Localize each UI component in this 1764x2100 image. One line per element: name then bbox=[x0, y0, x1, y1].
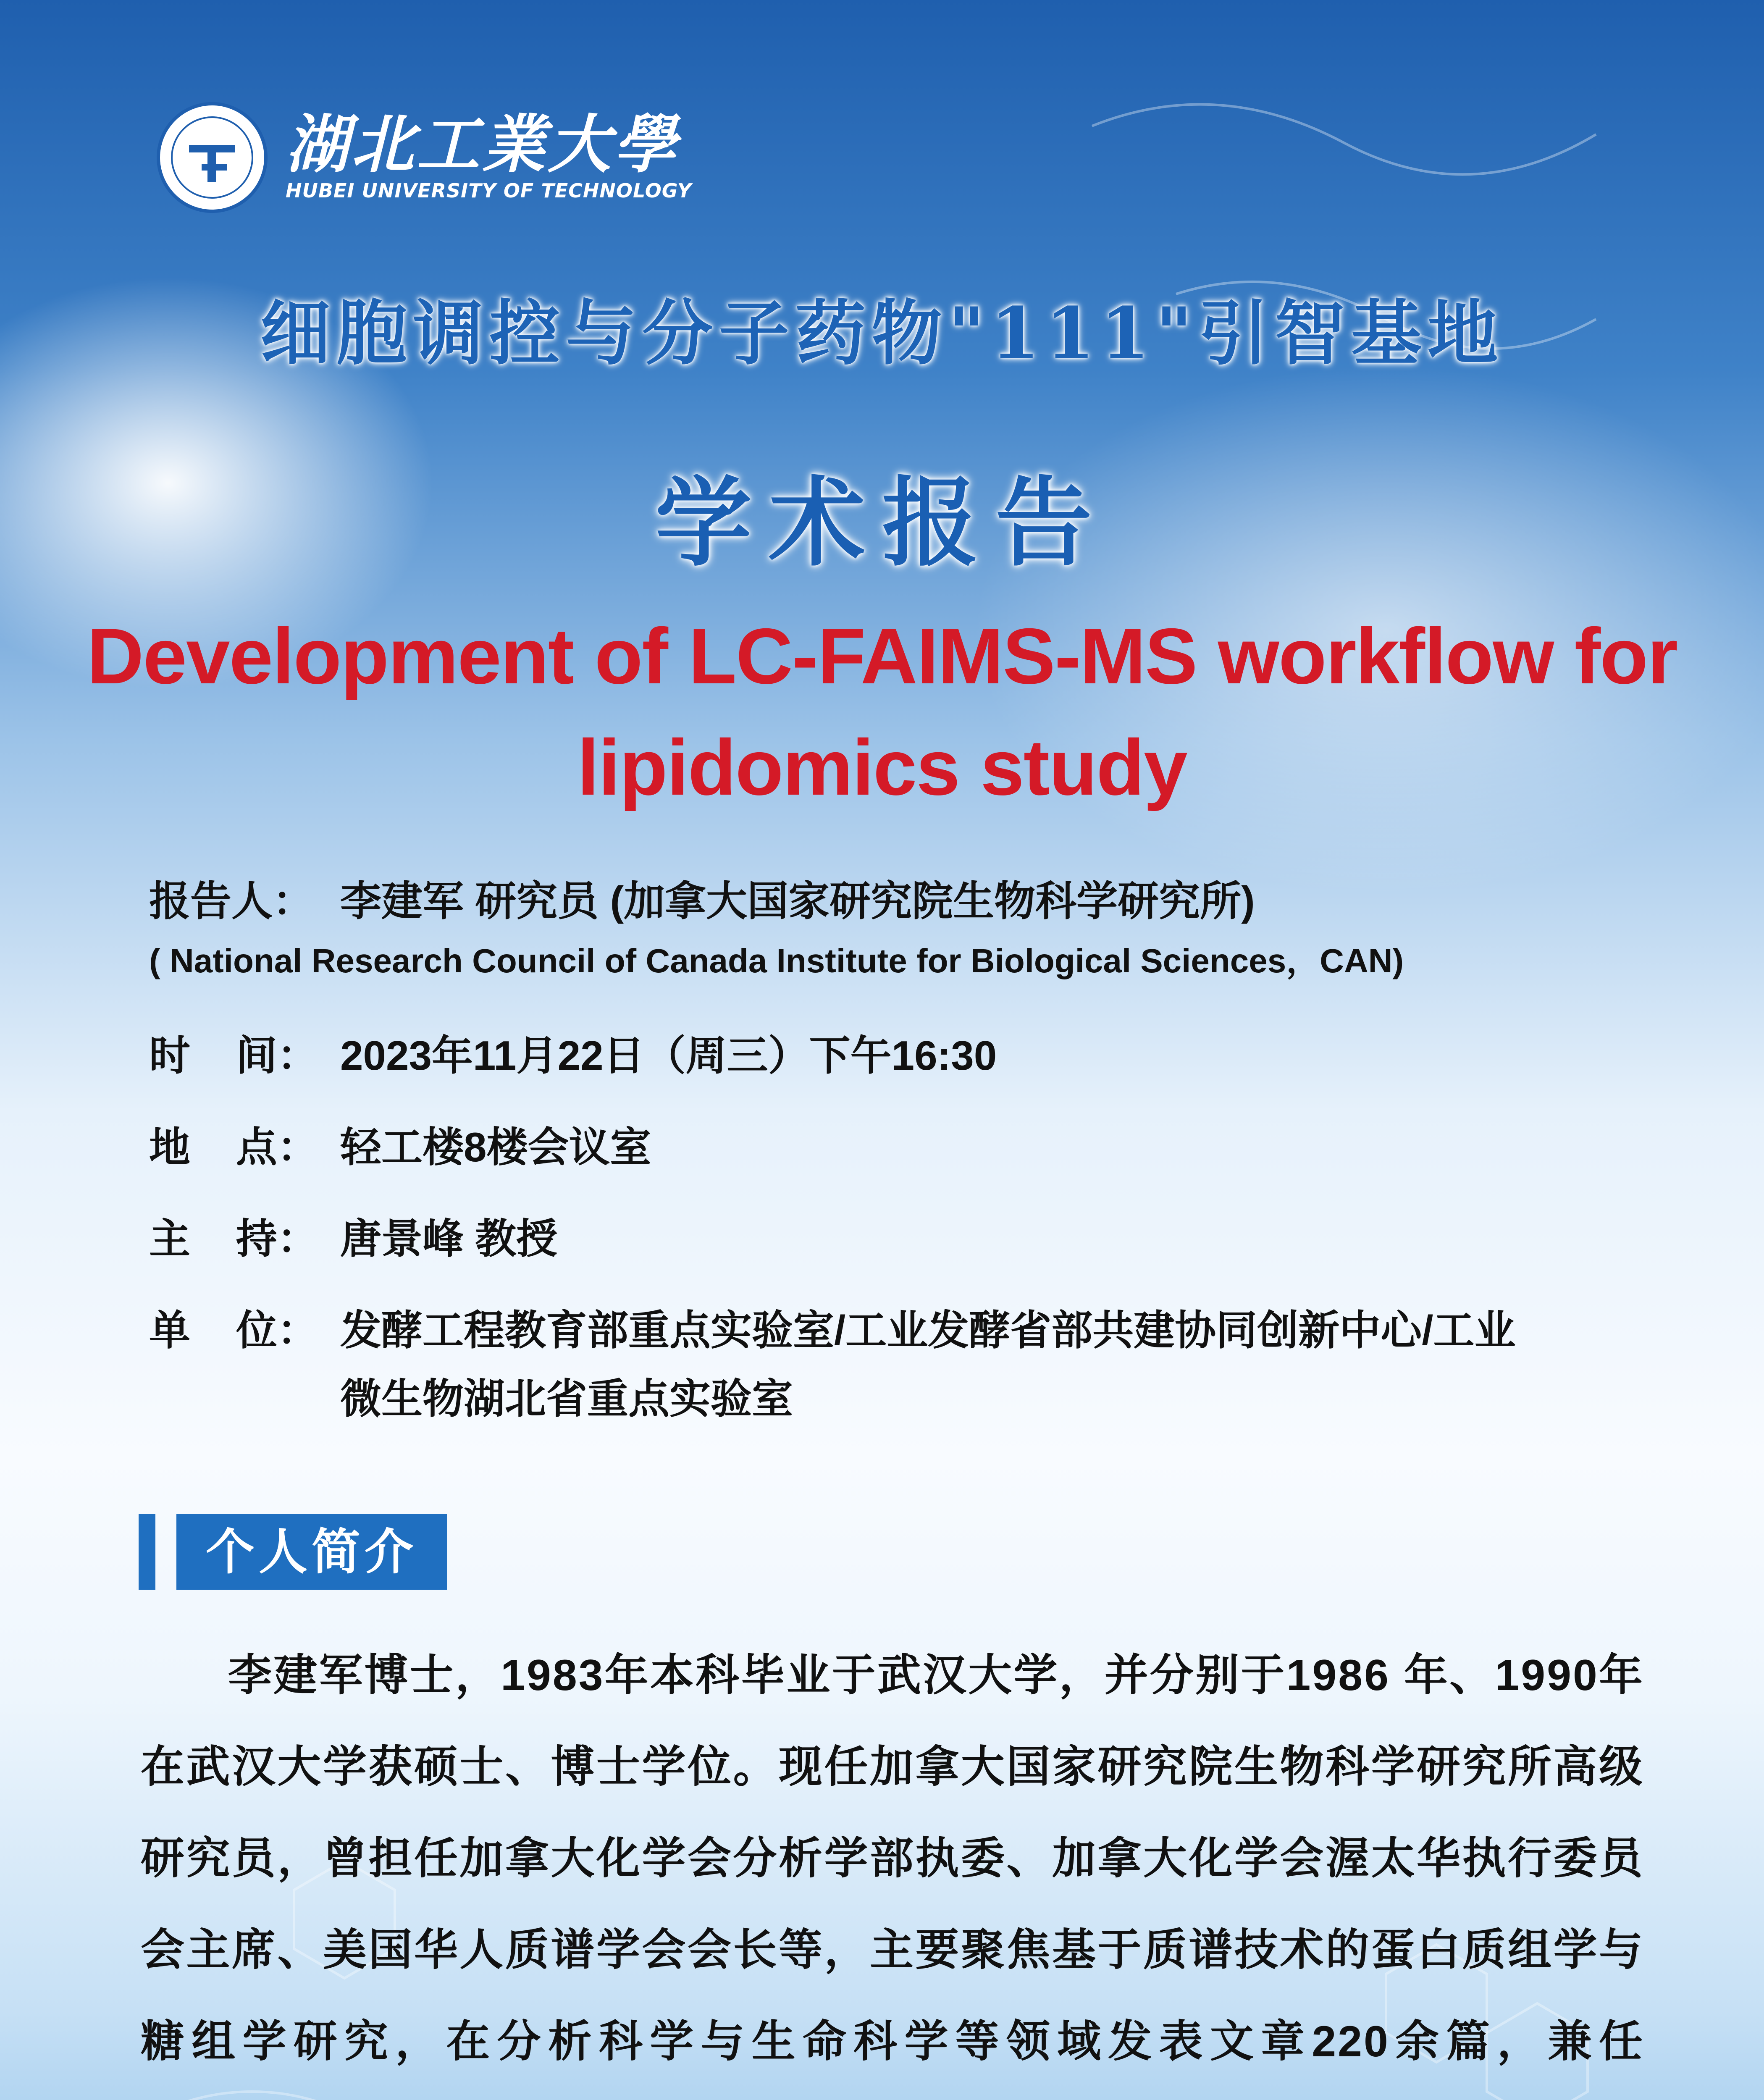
base-name: 细胞调控与分子药物"111"引智基地 bbox=[260, 291, 1504, 375]
place-value: 轻工楼8楼会议室 bbox=[340, 1124, 651, 1170]
speaker-label: 报告人： bbox=[149, 878, 314, 924]
time-row bbox=[149, 1032, 1515, 1079]
report-heading: 学术报告 bbox=[655, 467, 1109, 580]
university-name-cn: 湖北工業大學 bbox=[286, 108, 679, 181]
talk-title-line2: lipidomics study bbox=[577, 723, 1187, 811]
time-label: 时 间： bbox=[149, 1032, 318, 1079]
host-label: 主 持： bbox=[149, 1215, 318, 1262]
university-logo bbox=[155, 101, 692, 214]
place-label: 地 点： bbox=[149, 1124, 318, 1170]
speaker-affiliation-en: ( National Research Council of Canada Institute for Biological Sciences，CAN) bbox=[149, 942, 1404, 979]
university-name-en: HUBEI UNIVERSITY OF TECHNOLOGY bbox=[286, 179, 692, 202]
host-row bbox=[149, 1215, 1515, 1262]
bio-heading: 个人简介 bbox=[176, 1514, 447, 1590]
unit-value-line1: 发酵工程教育部重点实验室/工业发酵省部共建协同创新中心/工业 bbox=[340, 1307, 1516, 1353]
bio-section-heading bbox=[139, 1514, 447, 1590]
host-value: 唐景峰 教授 bbox=[340, 1215, 558, 1262]
speaker-row bbox=[149, 878, 1515, 924]
heading-accent-bar bbox=[139, 1514, 155, 1590]
unit-row-continued bbox=[340, 1376, 1515, 1422]
university-seal bbox=[155, 101, 269, 214]
talk-title-line1: Development of LC-FAIMS-MS workflow for bbox=[87, 612, 1677, 700]
unit-value-line2: 微生物湖北省重点实验室 bbox=[340, 1376, 793, 1422]
time-value: 2023年11月22日（周三）下午16:30 bbox=[340, 1032, 997, 1079]
place-row bbox=[149, 1124, 1515, 1170]
unit-label: 单 位： bbox=[149, 1307, 318, 1353]
speaker-value: 李建军 研究员 (加拿大国家研究院生物科学研究所) bbox=[340, 878, 1255, 924]
bio-text: 李建军博士，1983年本科毕业于武汉大学，并分别于1986 年、1990年在武汉大学获硕士、博士学位。现任加拿大国家研究院生物科学研究所高级研究员，曾担任加拿大化学会分析学部执委、加拿大化学会渥太华执行委员会主席、美国华人质谱学会会长等，主要聚焦基于质谱技术的蛋白质组学与糖组学研究，在分析科学与生命科学等领域发表文章220余篇，兼任 bbox=[141, 1651, 1644, 2066]
speaker-en-row bbox=[149, 940, 1515, 982]
event-info bbox=[149, 878, 1515, 1467]
talk-title bbox=[63, 601, 1701, 823]
unit-row bbox=[149, 1307, 1515, 1353]
